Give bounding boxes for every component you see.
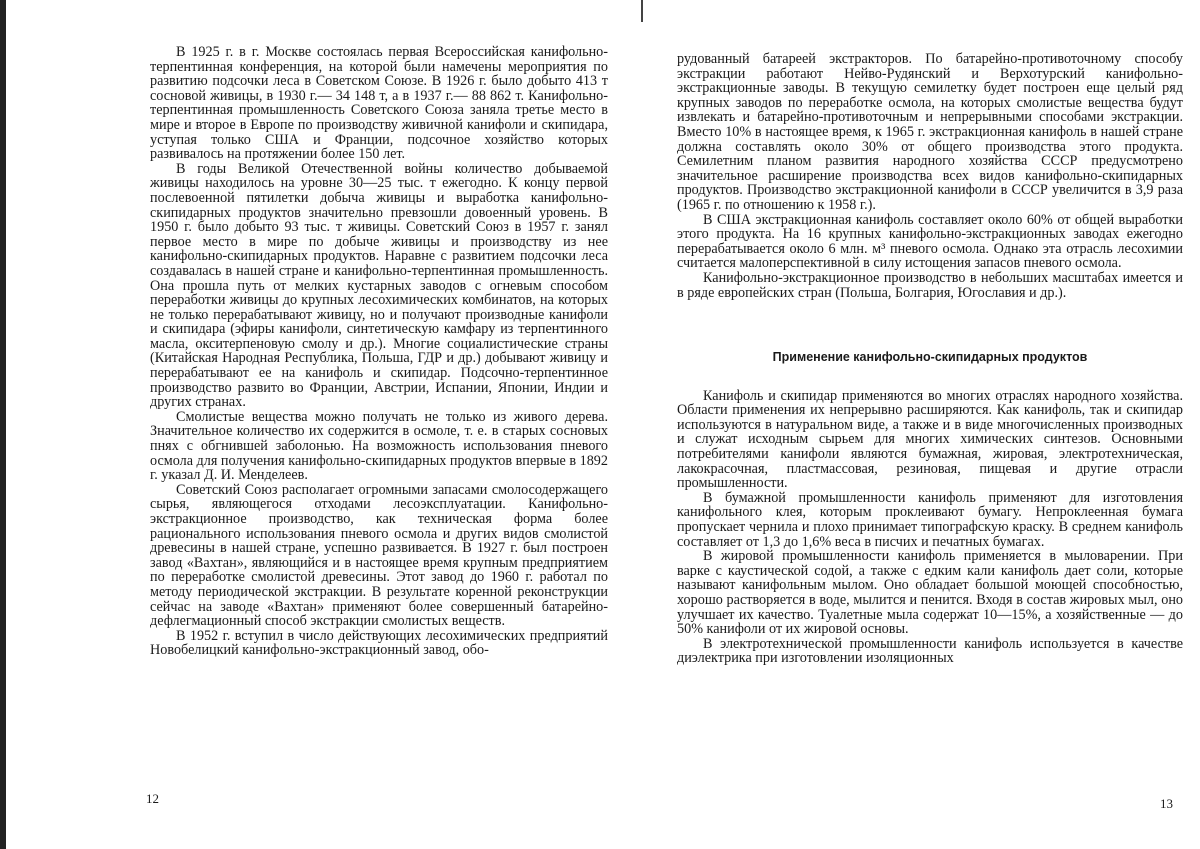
left-page: [20, 0, 610, 849]
scan-edge-shadow: [0, 0, 6, 849]
paragraph: Смолистые вещества можно получать не только из живого дерева. Значительное количество их содержится в осмоле, т. е. в старых сосновых пнях с обгнившей заболонью. На возможность использования пневого осмола для получения канифольно-скипидарных продуктов впервые в 1892 г. указал Д. И. Менделеев.: [150, 408, 608, 484]
page-number: 12: [146, 791, 159, 806]
paragraph: Канифольно-экстракционное производство в небольших масштабах имеется и в ряде европейских стран (Польша, Болгария, Югославия и др.).: [677, 269, 1183, 301]
paragraph: В жировой промышленности канифоль применяется в мыловарении. При варке с каустической содой, а также с едким кали канифоль дает соли, которые называют канифольным мылом. Оно обладает большой моющей способностью, хорошо растворяется в воде, мылится и пенится. Входя в состав жировых мыл, оно улучшает их качество. Туалетные мыла содержат 10—15%, а хозяйственные — до 50% канифоли от их жировой основы.: [677, 548, 1183, 638]
page-number: 13: [1160, 796, 1173, 811]
section-heading: Применение канифольно-скипидарных продуктов: [772, 350, 1088, 365]
paragraph: рудованный батареей экстракторов. По батарейно-противоточному способу экстракции работают Нейво-Рудянский и Верхотурский канифольно-экстракционные заводы. В текущую семилетку будет построен еще целый ряд крупных заводов по переработке осмола, на которых смолистые вещества будут извлекать и батарейно-противоточным и непрерывными способами экстракции. Вместо 10% в настоящее время, к 1965 г. экстракционная канифоль в нашей стране должна составлять около 30% от общего производства этого продукта. Семилетним планом развития народного хозяйства СССР предусмотрено значительное расширение производства всех видов канифольно-скипидарных продуктов. Производство экстракционной канифоли в СССР увеличится в 3,9 раза (1965 г. по отношению к 1958 г.).: [677, 51, 1183, 213]
left-text-column: [150, 45, 608, 658]
right-text-column: [677, 52, 1183, 666]
right-page: [600, 0, 1200, 849]
paragraph: В годы Великой Отечественной войны количество добываемой живицы находилось на уровне 30—25 тыс. т ежегодно. К концу первой послевоенной пятилетки добыча живицы и выработка канифольно-скипидарных продуктов значительно превзошли довоенный уровень. В 1950 г. было добыто 93 тыс. т живицы. Советский Союз в 1957 г. занял первое место в мире по добыче живицы и производству из нее канифольно-скипидарных продуктов. Наравне с развитием подсочки леса создавалась в нашей стране и канифольно-терпентинная промышленность. Она прошла путь от мелких кустарных заводов с огневым способом переработки живицы до крупных лесохимических комбинатов, на которых не только перерабатывают живицу, но и получают производные канифоли и скипидара (эфиры канифоли, синтетическую камфару из терпентинного масла, окситерпеновую смолу и др.). Многие социалистические страны (Китайская Народная Республика, Польша, ГДР и др.) добывают живицу и перерабатывают ее на канифоль и скипидар. Подсочно-терпентинное производство развито во Франции, Австрии, Испании, Японии, Индии и других странах.: [150, 160, 608, 411]
paragraph: В 1952 г. вступил в число действующих лесохимических предприятий Новобелицкий канифольно-экстракционный завод, обо-: [150, 627, 608, 659]
paragraph: Канифоль и скипидар применяются во многих отраслях народного хозяйства. Области применения их непрерывно расширяются. Как канифоль, так и скипидар используются в натуральном виде, а также и в виде многочисленных производных и служат исходным сырьем для многих химических синтезов. Основными потребителями канифоли являются бумажная, жировая, электротехническая, лакокрасочная, пластмассовая, резиновая, пищевая и другие отрасли промышленности.: [677, 387, 1183, 492]
paragraph: В бумажной промышленности канифоль применяют для изготовления канифольного клея, которым проклеивают бумагу. Непроклеенная бумага пропускает чернила и плохо принимает типографскую краску. В среднем канифоль составляет от 1,3 до 1,6% веса в писчих и печатных бумагах.: [677, 489, 1183, 550]
paragraph: В 1925 г. в г. Москве состоялась первая Всероссийская канифольно-терпентинная конференция, на которой были намечены мероприятия по развитию подсочки леса в Советском Союзе. В 1926 г. было добыто 413 т сосновой живицы, в 1930 г.— 34 148 т, а в 1937 г.— 88 862 т. Канифольно-терпентинная промышленность Советского Союза заняла третье место в мире и второе в Европе по производству живичной канифоли и скипидара, уступая только США и Франции, подсочное хозяйство которых развивалось на протяжении более 150 лет.: [150, 44, 608, 163]
paragraph: В США экстракционная канифоль составляет около 60% от общей выработки этого продукта. На 16 крупных канифольно-экстракционных заводах ежегодно перерабатывается около 6 млн. м³ пневого осмола. Однако эта отрасль лесохимии считается малоперспективной в силу истощения запасов пневого осмола.: [677, 211, 1183, 272]
paragraph: Советский Союз располагает огромными запасами смолосодержащего сырья, являющегося отходами лесоэксплуатации. Канифольно-экстракционное производство, как техническая форма более рационального использования пневого осмола и других видов смолистой древесины в нашей стране, успешно развивается. В 1927 г. был построен завод «Вахтан», являющийся и в настоящее время крупным предприятием по переработке смолистой древесины. Этот завод до 1960 г. работал по методу периодической экстракции. В результате коренной реконструкции сейчас на заводе «Вахтан» применяют более совершенный батарейно-дефлегмационный способ экстракции смолистых веществ.: [150, 481, 608, 630]
paragraph: В электротехнической промышленности канифоль используется в качестве диэлектрика при изготовлении изоляционных: [677, 635, 1183, 667]
